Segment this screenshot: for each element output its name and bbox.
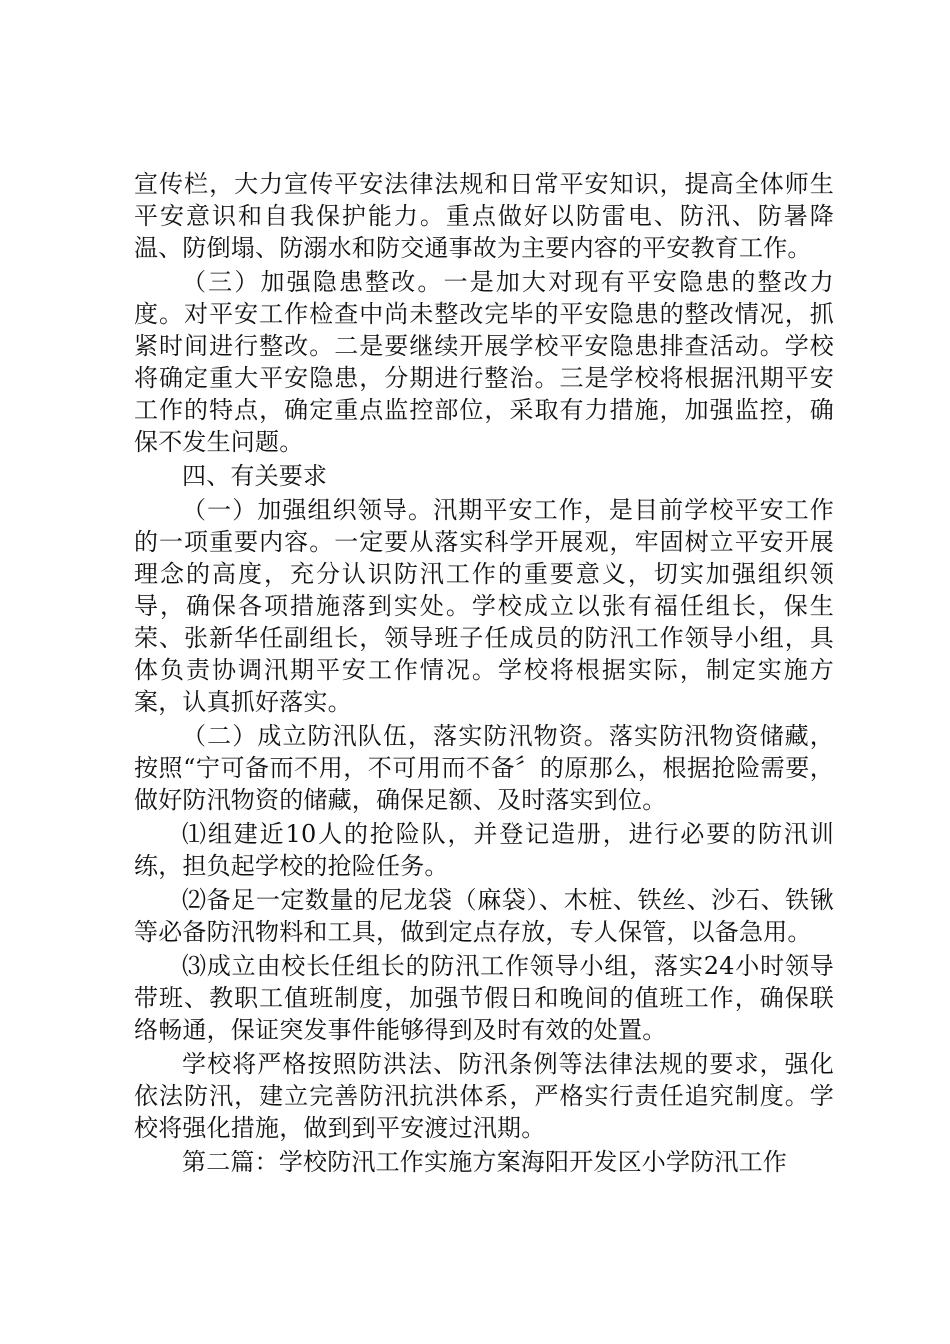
paragraph-hazard-rectification: （三）加强隐患整改。一是加大对现有平安隐患的整改力度。对平安工作检查中尚未整改完毕的平安隐患的整改情况，抓紧时间进行整改。二是要继续开展学校平安隐患排查活动。学校将确定重大平安隐患，分期进行整治。三是学校将根据汛期平安工作的特点，确定重点监控部位，采取有力措施，加强监控，确保不发生问题。 bbox=[134, 268, 834, 456]
paragraph-organization-leadership: （一）加强组织领导。汛期平安工作，是目前学校平安工作的一项重要内容。一定要从落实科学开展观，牢固树立平安开展理念的高度，充分认识防汛工作的重要意义，切实加强组织领导，确保各项措施落到实处。学校成立以张有福任组长，保生荣、张新华任副组长，领导班子任成员的防汛工作领导小组，具体负责协调汛期平安工作情况。学校将根据实际，制定实施方案，认真抓好落实。 bbox=[134, 496, 834, 716]
paragraph-second-article-title: 第二篇：学校防汛工作实施方案海阳开发区小学防汛工作 bbox=[182, 1148, 787, 1176]
paragraph-conclusion: 学校将严格按照防洪法、防汛条例等法律法规的要求，强化依法防汛，建立完善防汛抗洪体系，严格实行责任追究制度。学校将强化措施，做到到平安渡过汛期。 bbox=[134, 1050, 834, 1142]
paragraph-continuation: 宣传栏，大力宣传平安法律法规和日常平安知识，提高全体师生平安意识和自我保护能力。重点做好以防雷电、防汛、防暑降温、防倒塌、防溺水和防交通事故为主要内容的平安教育工作。 bbox=[134, 170, 834, 262]
document-body bbox=[134, 168, 834, 1180]
list-item-leadership-duty: ⑶成立由校长任组长的防汛工作领导小组，落实24小时领导带班、教职工值班制度，加强节假日和晚间的值班工作，确保联络畅通，保证突发事件能够得到及时有效的处置。 bbox=[134, 952, 834, 1044]
list-item-rescue-team: ⑴组建近10人的抢险队，并登记造册，进行必要的防汛训练，担负起学校的抢险任务。 bbox=[134, 820, 834, 880]
paragraph-flood-team-materials: （二）成立防汛队伍，落实防汛物资。落实防汛物资储藏，按照“宁可备而不用，不可用而不备〞的原那么，根据抢险需要，做好防汛物资的储藏，确保足额、及时落实到位。 bbox=[134, 722, 834, 814]
list-item-materials: ⑵备足一定数量的尼龙袋（麻袋）、木桩、铁丝、沙石、铁锹等必备防汛物料和工具，做到定点存放，专人保管，以备急用。 bbox=[134, 886, 834, 946]
section-heading-requirements: 四、有关要求 bbox=[182, 462, 328, 490]
